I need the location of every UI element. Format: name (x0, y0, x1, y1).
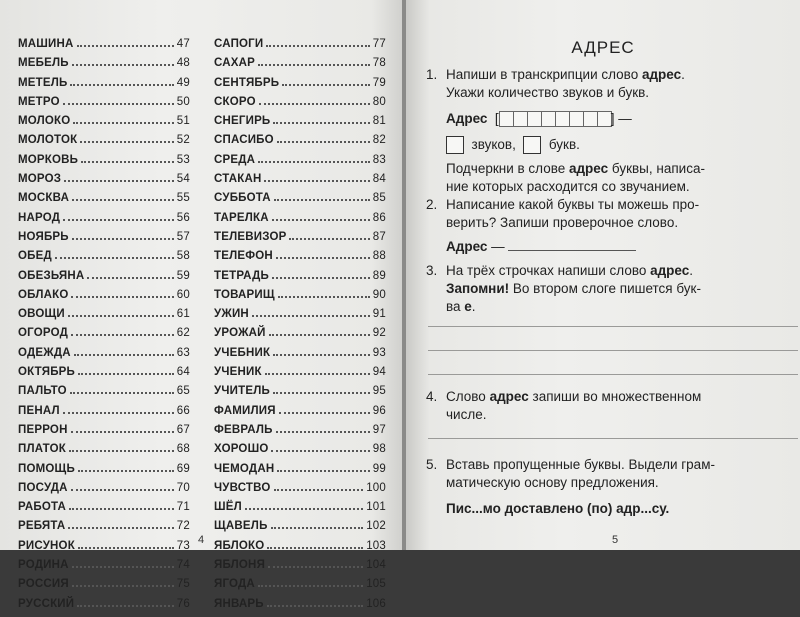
dot-leader (69, 507, 174, 510)
index-page-number: 93 (372, 346, 386, 359)
index-entry (18, 289, 190, 308)
index-entry (214, 173, 386, 192)
index-entry (18, 385, 190, 404)
index-page-number: 47 (176, 38, 190, 50)
dot-leader (77, 44, 174, 47)
dot-leader (63, 218, 174, 221)
index-word: ЧЕМОДАН (214, 462, 275, 475)
index-word: СЕНТЯБРЬ (214, 76, 280, 89)
dot-leader (72, 63, 174, 66)
dot-leader (272, 276, 370, 279)
index-word: ПОСУДА (18, 481, 68, 494)
dot-leader (259, 102, 370, 105)
index-entry (18, 578, 190, 597)
index-page-number: 68 (176, 443, 190, 456)
dot-leader (266, 44, 369, 47)
dot-leader (264, 179, 369, 182)
index-page-number: 86 (372, 211, 386, 224)
index-entry (214, 154, 386, 173)
index-page-number: 58 (176, 250, 190, 263)
index-page-number: 51 (176, 115, 190, 128)
index-page-number: 83 (372, 153, 386, 166)
writing-line[interactable] (428, 438, 798, 439)
index-page-number: 94 (372, 366, 386, 379)
index-entry (214, 327, 386, 346)
dot-leader (80, 140, 173, 143)
index-word: ЯБЛОКО (214, 539, 265, 552)
index-word: ШЁЛ (214, 501, 242, 514)
index-entry (214, 38, 386, 57)
index-page-number: 54 (176, 173, 190, 186)
task-2: 2. Написание какой буквы ты можешь про- верить? Запиши проверочное слово. Адрес — (426, 196, 798, 256)
index-entry (214, 598, 386, 617)
index-page-number: 63 (176, 346, 190, 359)
index-word: МЕБЕЛЬ (18, 57, 69, 70)
index-page-number: 91 (372, 308, 386, 321)
dot-leader (267, 604, 363, 607)
index-entry (214, 482, 386, 501)
transcription-cell[interactable] (499, 111, 514, 127)
index-page-number: 75 (176, 578, 190, 591)
dot-leader (69, 449, 174, 452)
index-entry (214, 57, 386, 76)
index-word: САПОГИ (214, 38, 264, 50)
index-entry (18, 173, 190, 192)
dot-leader (273, 121, 369, 124)
index-page-number: 87 (372, 230, 386, 243)
index-entry (18, 96, 190, 115)
left-page (0, 0, 404, 610)
index-entry (214, 308, 386, 327)
index-word: ЯНВАРЬ (214, 597, 264, 610)
index-page-number: 74 (176, 559, 190, 572)
index-page-number: 89 (372, 269, 386, 282)
index-entry (18, 405, 190, 424)
index-page-number: 105 (366, 578, 386, 591)
word-index-column-1 (18, 38, 190, 617)
index-word: РЕБЯТА (18, 520, 66, 533)
dot-leader (276, 430, 370, 433)
index-page-number: 55 (176, 192, 190, 205)
dot-leader (63, 411, 174, 414)
index-word: ПЛАТОК (18, 443, 66, 456)
index-word: ОВОЩИ (18, 308, 65, 321)
index-page-number: 97 (372, 423, 386, 436)
index-page-number: 56 (176, 211, 190, 224)
index-entry (18, 443, 190, 462)
dot-leader (271, 449, 369, 452)
transcription-cell[interactable] (527, 111, 542, 127)
index-word: СНЕГИРЬ (214, 115, 271, 128)
index-word: ОДЕЖДА (18, 346, 71, 359)
index-entry (18, 250, 190, 269)
index-word: МОЛОТОК (18, 134, 78, 147)
index-page-number: 106 (366, 597, 386, 610)
index-entry (18, 115, 190, 134)
right-page (406, 0, 800, 550)
dot-leader (273, 391, 370, 394)
index-entry (214, 134, 386, 153)
index-entry (214, 385, 386, 404)
index-page-number: 65 (176, 385, 190, 398)
dot-leader (279, 411, 370, 414)
task-1-line-5: Подчеркни в слове адрес буквы, написа- (446, 161, 705, 177)
index-page-number: 95 (372, 385, 386, 398)
index-entry (214, 463, 386, 482)
task-1-line-6: ние которых расходится со звучанием. (446, 179, 690, 195)
writing-line[interactable] (428, 350, 798, 351)
dot-leader (68, 314, 174, 317)
index-entry (18, 270, 190, 289)
index-page-number: 72 (176, 520, 190, 533)
index-page-number: 100 (366, 481, 386, 494)
index-page-number: 80 (372, 95, 386, 108)
index-entry (214, 212, 386, 231)
index-entry (18, 212, 190, 231)
index-word: ЧУВСТВО (214, 481, 271, 494)
sounds-count-box[interactable] (446, 136, 464, 154)
index-page-number: 85 (372, 192, 386, 205)
dot-leader (63, 102, 174, 105)
index-page-number: 79 (372, 76, 386, 89)
task-3: 3. На трёх строчках напиши слово адрес. Запомни! Во втором слоге пишется бук- ва е. (426, 263, 701, 314)
task-4: 4. Слово адрес запиши во множественном числе. (426, 389, 702, 422)
index-entry (214, 231, 386, 250)
index-word: МОСКВА (18, 192, 70, 205)
transcription-cell[interactable] (569, 111, 584, 127)
index-entry (214, 501, 386, 520)
check-word-field[interactable] (508, 238, 636, 251)
index-entry (18, 308, 190, 327)
index-entry (214, 366, 386, 385)
index-entry (18, 520, 190, 539)
transcription-cell[interactable] (541, 111, 556, 127)
index-word: ЯГОДА (214, 578, 255, 591)
transcription-cell[interactable] (583, 111, 598, 127)
dot-leader (55, 256, 174, 259)
index-word: ПЕРРОН (18, 423, 68, 436)
index-word: МЕТЕЛЬ (18, 76, 68, 89)
dot-leader (282, 83, 370, 86)
index-word: СРЕДА (214, 153, 256, 166)
index-page-number: 61 (176, 308, 190, 321)
index-page-number: 88 (372, 250, 386, 263)
index-page-number: 84 (372, 173, 386, 186)
dot-leader (78, 469, 174, 472)
index-word: УЧЕБНИК (214, 346, 271, 359)
page-title: АДРЕС (571, 38, 635, 57)
index-page-number: 102 (366, 520, 386, 533)
index-entry (18, 598, 190, 617)
index-page-number: 59 (176, 269, 190, 282)
index-page-number: 49 (176, 76, 190, 89)
index-entry (18, 463, 190, 482)
index-entry (214, 443, 386, 462)
index-page-number: 50 (176, 95, 190, 108)
index-page-number: 69 (176, 462, 190, 475)
index-page-number: 103 (366, 539, 386, 552)
count-row: звуков, букв. (426, 136, 798, 154)
index-page-number: 66 (176, 404, 190, 417)
index-page-number: 104 (366, 559, 386, 572)
transcription-cell[interactable] (555, 111, 570, 127)
dot-leader (78, 372, 174, 375)
index-word: ОБЕЗЬЯНА (18, 269, 85, 282)
index-entry (18, 57, 190, 76)
index-page-number: 70 (176, 481, 190, 494)
dot-leader (74, 353, 174, 356)
index-page-number: 67 (176, 423, 190, 436)
index-entry (18, 38, 190, 57)
index-entry (18, 501, 190, 520)
index-page-number: 82 (372, 134, 386, 147)
index-page-number: 98 (372, 443, 386, 456)
index-word: СКОРО (214, 95, 256, 108)
index-entry (18, 540, 190, 559)
index-page-number: 99 (372, 462, 386, 475)
index-entry (214, 424, 386, 443)
index-word: УРОЖАЙ (214, 327, 266, 340)
dot-leader (72, 584, 174, 587)
dot-leader (77, 604, 174, 607)
index-page-number: 64 (176, 366, 190, 379)
dot-leader (78, 546, 174, 549)
index-word: УЧЕНИК (214, 366, 262, 379)
index-entry (18, 154, 190, 173)
index-entry (18, 134, 190, 153)
dot-leader (71, 333, 174, 336)
dot-leader (276, 256, 370, 259)
index-word: ЩАВЕЛЬ (214, 520, 268, 533)
index-word: ХОРОШО (214, 443, 269, 456)
index-entry (18, 327, 190, 346)
index-word: МОРОЗ (18, 173, 62, 186)
writing-line[interactable] (428, 326, 798, 327)
index-word: ТЕТРАДЬ (214, 269, 269, 282)
index-page-number: 76 (176, 597, 190, 610)
index-entry (18, 192, 190, 211)
index-page-number: 101 (366, 501, 386, 514)
index-word: НАРОД (18, 211, 61, 224)
dot-leader (71, 295, 173, 298)
index-page-number: 48 (176, 57, 190, 70)
index-entry (214, 289, 386, 308)
dot-leader (73, 121, 173, 124)
index-word: УЧИТЕЛЬ (214, 385, 270, 398)
index-page-number: 78 (372, 57, 386, 70)
index-word: РУССКИЙ (18, 597, 75, 610)
index-word: ФЕВРАЛЬ (214, 423, 273, 436)
index-word: ТЕЛЕВИЗОР (214, 230, 287, 243)
index-word: РАБОТА (18, 501, 66, 514)
index-word: МАШИНА (18, 38, 74, 50)
dot-leader (72, 198, 174, 201)
index-entry (214, 96, 386, 115)
index-word: РОДИНА (18, 559, 69, 572)
dot-leader (87, 276, 173, 279)
index-entry (214, 192, 386, 211)
dot-leader (267, 546, 363, 549)
task-5: 5. Вставь пропущенные буквы. Выдели грам- матическую основу предложения. Пис...мо доставлено (по) адр...су. (426, 457, 715, 516)
index-entry (214, 559, 386, 578)
dot-leader (271, 526, 364, 529)
dot-leader (81, 160, 174, 163)
dot-leader (274, 198, 370, 201)
word-index-column-2 (214, 38, 386, 617)
index-entry (18, 424, 190, 443)
index-word: ПОМОЩЬ (18, 462, 75, 475)
dot-leader (273, 353, 370, 356)
index-word: НОЯБРЬ (18, 230, 69, 243)
dot-leader (272, 218, 370, 221)
index-entry (18, 482, 190, 501)
index-word: САХАР (214, 57, 255, 70)
index-entry (214, 250, 386, 269)
transcription-cell[interactable] (597, 111, 612, 127)
index-entry (18, 347, 190, 366)
index-word: МЕТРО (18, 95, 60, 108)
index-word: МОРКОВЬ (18, 153, 79, 166)
dot-leader (268, 565, 363, 568)
dot-leader (277, 469, 369, 472)
index-word: ОБЛАКО (18, 288, 69, 301)
dot-leader (278, 295, 370, 298)
index-word: РИСУНОК (18, 539, 75, 552)
index-word: РОССИЯ (18, 578, 69, 591)
index-page-number: 73 (176, 539, 190, 552)
index-word: ОКТЯБРЬ (18, 366, 75, 379)
index-word: СПАСИБО (214, 134, 274, 147)
index-page-number: 53 (176, 153, 190, 166)
index-entry (18, 231, 190, 250)
transcription-row: Адрес [ ] — (446, 111, 632, 126)
index-word: ОБЕД (18, 250, 52, 263)
index-page-number: 90 (372, 288, 386, 301)
index-entry (18, 366, 190, 385)
dot-leader (64, 179, 174, 182)
index-page-number: 77 (372, 38, 386, 50)
task-1-line-1: 1. Напиши в транскрипции слово адрес. (426, 67, 685, 82)
dot-leader (258, 160, 370, 163)
dot-leader (72, 237, 174, 240)
index-entry (214, 540, 386, 559)
index-word: ЯБЛОНЯ (214, 559, 266, 572)
dot-leader (265, 372, 370, 375)
index-entry (18, 77, 190, 96)
dot-leader (71, 488, 174, 491)
index-entry (214, 270, 386, 289)
index-page-number: 96 (372, 404, 386, 417)
letters-count-box[interactable] (523, 136, 541, 154)
dot-leader (245, 507, 363, 510)
index-entry (214, 115, 386, 134)
index-word: УЖИН (214, 308, 249, 321)
dot-leader (68, 526, 173, 529)
page-number-left: 4 (198, 534, 205, 546)
index-page-number: 81 (372, 115, 386, 128)
dot-leader (274, 488, 364, 491)
index-entry (18, 559, 190, 578)
index-entry (214, 578, 386, 597)
index-page-number: 71 (176, 501, 190, 514)
index-page-number: 60 (176, 288, 190, 301)
index-word: ТОВАРИЩ (214, 288, 275, 301)
dot-leader (289, 237, 369, 240)
index-page-number: 57 (176, 230, 190, 243)
index-word: ТАРЕЛКА (214, 211, 269, 224)
dot-leader (70, 83, 173, 86)
index-page-number: 92 (372, 327, 386, 340)
index-word: ОГОРОД (18, 327, 68, 340)
index-entry (214, 77, 386, 96)
index-word: МОЛОКО (18, 115, 71, 128)
writing-line[interactable] (428, 374, 798, 375)
index-entry (214, 405, 386, 424)
transcription-cell[interactable] (513, 111, 528, 127)
sentence-exercise: Пис...мо доставлено (по) адр...су. (446, 501, 670, 516)
dot-leader (72, 565, 174, 568)
task-1-line-2: Укажи количество звуков и букв. (446, 85, 650, 100)
check-word-row: Адрес — (426, 238, 798, 256)
dot-leader (258, 63, 370, 66)
dot-leader (252, 314, 370, 317)
index-word: СУББОТА (214, 192, 271, 205)
dot-leader (269, 333, 370, 336)
index-entry (214, 347, 386, 366)
index-word: ПАЛЬТО (18, 385, 67, 398)
index-page-number: 62 (176, 327, 190, 340)
index-word: ФАМИЛИЯ (214, 404, 276, 417)
dot-leader (277, 140, 370, 143)
index-entry (214, 520, 386, 539)
index-word: СТАКАН (214, 173, 262, 186)
index-word: ПЕНАЛ (18, 404, 60, 417)
page-number-right: 5 (612, 534, 619, 546)
dot-leader (258, 584, 363, 587)
dot-leader (70, 391, 174, 394)
index-word: ТЕЛЕФОН (214, 250, 273, 263)
dot-leader (71, 430, 174, 433)
index-page-number: 52 (176, 134, 190, 147)
task-1 (426, 66, 798, 196)
